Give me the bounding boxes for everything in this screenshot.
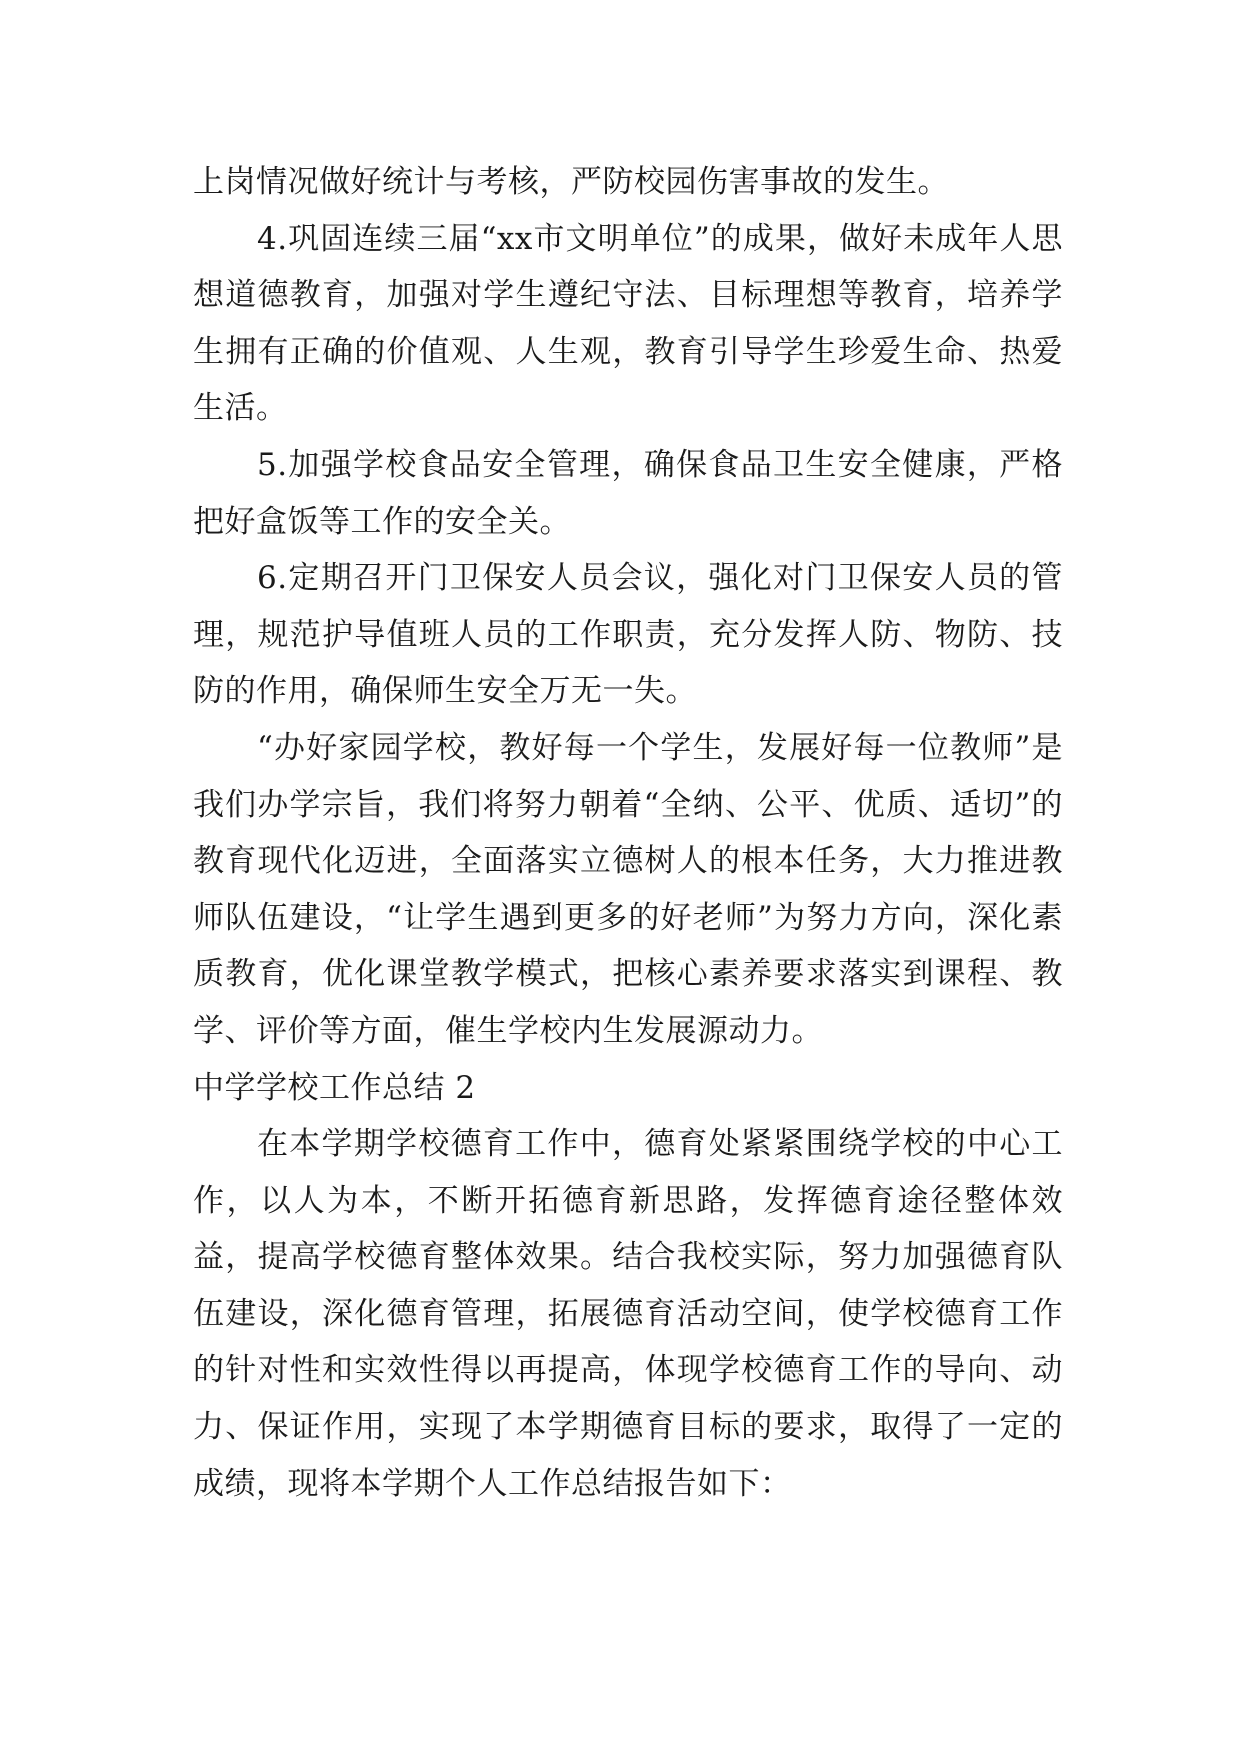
paragraph-item-4: 4.巩固连续三届“xx市文明单位”的成果，做好未成年人思想道德教育，加强对学生遵纪守法、目标理想等教育，培养学生拥有正确的价值观、人生观，教育引导学生珍爱生命、热爱生活。	[193, 220, 1063, 427]
paragraph-item-5: 5.加强学校食品安全管理，确保食品卫生安全健康，严格把好盒饭等工作的安全关。	[193, 446, 1063, 540]
paragraph-item-6: 6.定期召开门卫保安人员会议，强化对门卫保安人员的管理，规范护导值班人员的工作职责，充分发挥人防、物防、技防的作用，确保师生安全万无一失。	[193, 560, 1063, 710]
paragraph-continuation: 上岗情况做好统计与考核，严防校园伤害事故的发生。	[193, 164, 949, 200]
paragraph-summary-intro: 在本学期学校德育工作中，德育处紧紧围绕学校的中心工作，以人为本，不断开拓德育新思路，发挥德育途径整体效益，提高学校德育整体效果。结合我校实际，努力加强德育队伍建设，深化德育管理，拓展德育活动空间，使学校德育工作的针对性和实效性得以再提高，体现学校德育工作的导向、动力、保证作用，实现了本学期德育目标的要求，取得了一定的成绩，现将本学期个人工作总结报告如下：	[193, 1126, 1063, 1502]
paragraph-mission: “办好家园学校，教好每一个学生，发展好每一位教师”是我们办学宗旨，我们将努力朝着“全纳、公平、优质、适切”的教育现代化迈进，全面落实立德树人的根本任务，大力推进教师队伍建设，“让学生遇到更多的好老师”为努力方向，深化素质教育，优化课堂教学模式，把核心素养要求落实到课程、教学、评价等方面，催生学校内生发展源动力。	[193, 729, 1063, 1049]
document-body	[193, 154, 1063, 1512]
section-heading: 中学学校工作总结 2	[193, 1069, 476, 1106]
